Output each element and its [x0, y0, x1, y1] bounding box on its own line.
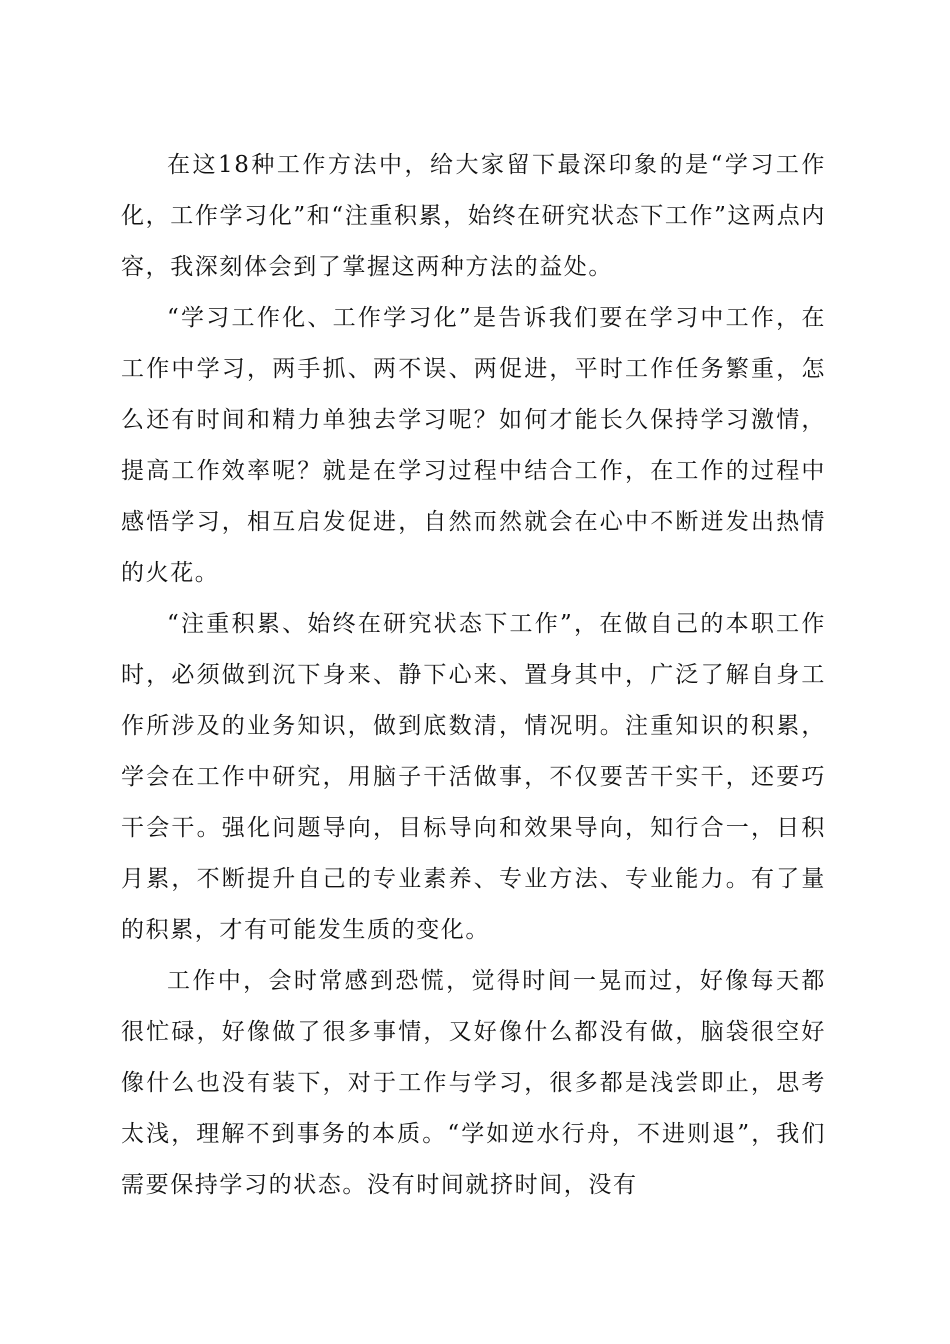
paragraph-3: “注重积累、始终在研究状态下工作”，在做自己的本职工作时，必须做到沉下身来、静下心来、置身其中，广泛了解自身工作所涉及的业务知识，做到底数清，情况明。注重知识的积累，学会在工作中研究，用脑子干活做事，不仅要苦干实干，还要巧干会干。强化问题导向，目标导向和效果导向，知行合一，日积月累，不断提升自己的专业素养、专业方法、专业能力。有了量的积累，才有可能发生质的变化。 [121, 611, 826, 943]
paragraph-2: “学习工作化、工作学习化”是告诉我们要在学习中工作，在工作中学习，两手抓、两不误、两促进，平时工作任务繁重，怎么还有时间和精力单独去学习呢？如何才能长久保持学习激情，提高工作效率呢？就是在学习过程中结合工作，在工作的过程中感悟学习，相互启发促进，自然而然就会在心中不断迸发出热情的火花。 [121, 305, 826, 586]
paragraph-4: 工作中，会时常感到恐慌，觉得时间一晃而过，好像每天都很忙碌，好像做了很多事情，又好像什么都没有做，脑袋很空好像什么也没有装下，对于工作与学习，很多都是浅尝即止，思考太浅，理解不到事务的本质。“学如逆水行舟，不进则退”，我们需要保持学习的状态。没有时间就挤时间，没有 [121, 968, 826, 1198]
paragraph-1: 在这18种工作方法中，给大家留下最深印象的是“学习工作化，工作学习化”和“注重积累，始终在研究状态下工作”这两点内容，我深刻体会到了掌握这两种方法的益处。 [121, 152, 826, 280]
document-body [121, 140, 826, 1211]
